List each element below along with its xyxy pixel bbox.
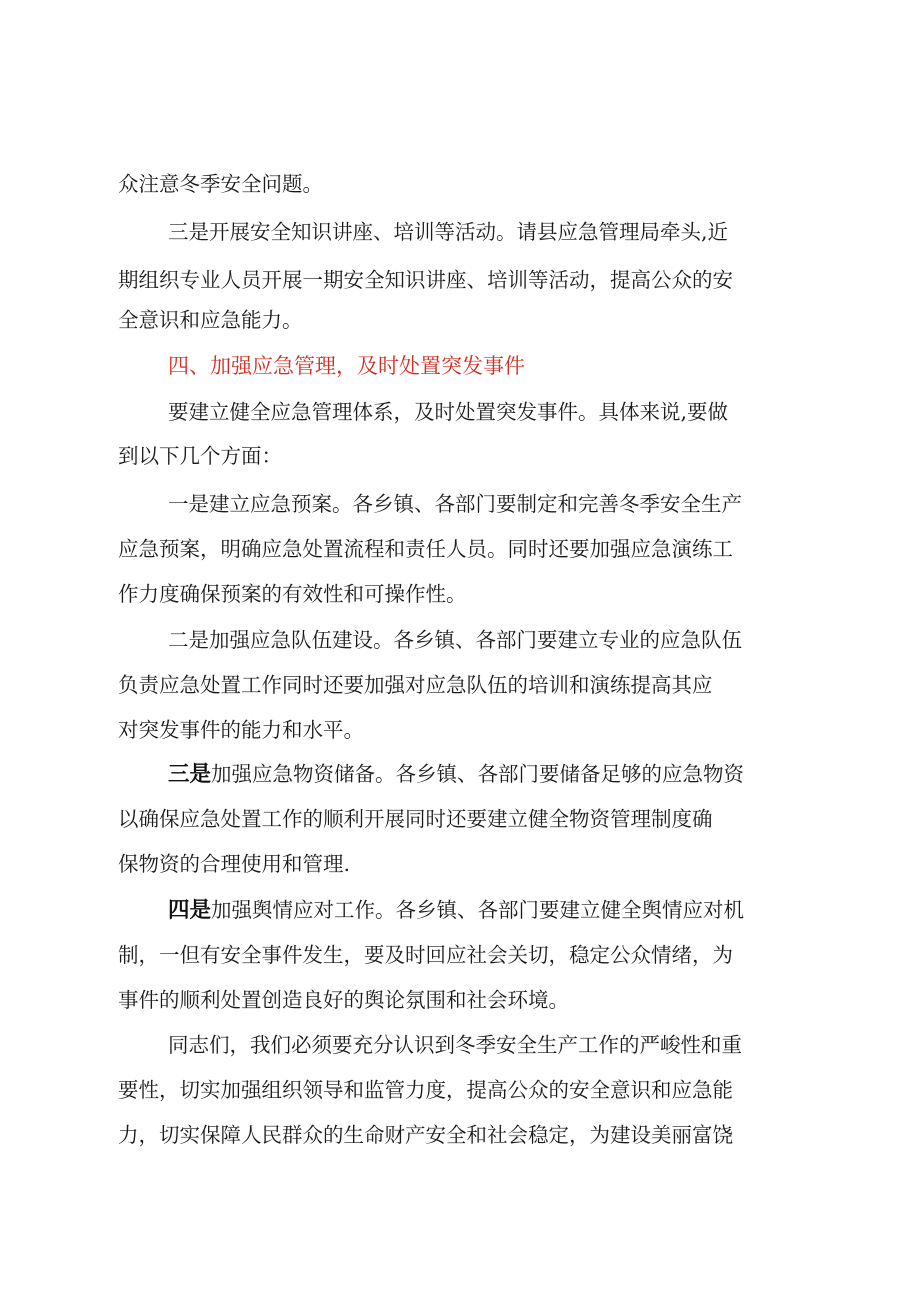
- paragraph-line: 同志们，我们必须要充分认识到冬季安全生产工作的严峻性和重: [168, 1033, 742, 1057]
- paragraph-line: 应急预案，明确应急处置流程和责任人员。同时还要加强应急演练工: [118, 537, 733, 561]
- paragraph-line: 要建立健全应急管理体系，及时处置突发事件。具体来说,要做: [168, 400, 729, 424]
- paragraph-line: 全意识和应急能力。: [118, 308, 303, 332]
- paragraph-line: 要性，切实加强组织领导和监管力度，提高公众的安全意识和应急能: [118, 1078, 733, 1102]
- paragraph-line: 事件的顺利处置创造良好的舆论氛围和社会环境。: [118, 988, 569, 1012]
- paragraph-line: [168, 890, 818, 930]
- item-text: 加强舆情应对工作。各乡镇、各部门要建立健全舆情应对机: [211, 898, 745, 922]
- paragraph-line: 三是开展安全知识讲座、培训等活动。请县应急管理局牵头,近: [168, 220, 729, 244]
- paragraph-line: 一是建立应急预案。各乡镇、各部门要制定和完善冬季安全生产: [168, 492, 742, 516]
- paragraph-line: 对突发事件的能力和水平。: [118, 718, 364, 742]
- paragraph-line: 以确保应急处置工作的顺利开展同时还要建立健全物资管理制度确: [118, 807, 713, 831]
- paragraph-line: 保物资的合理使用和管理.: [118, 852, 351, 876]
- paragraph-line: 众注意冬季安全问题。: [118, 172, 323, 196]
- paragraph-line: 负责应急处置工作同时还要加强对应急队伍的培训和演练提高其应: [118, 673, 713, 697]
- paragraph-line: 制，一但有安全事件发生，要及时回应社会关切，稳定公众情绪，为: [118, 943, 733, 967]
- section-heading: 四、加强应急管理，及时处置突发事件: [168, 354, 525, 378]
- paragraph-line: 期组织专业人员开展一期安全知识讲座、培训等活动，提高公众的安: [118, 268, 733, 292]
- item-lead: 三是: [168, 762, 212, 787]
- item-text: 加强应急物资储备。各乡镇、各部门要储备足够的应急物资: [211, 762, 745, 786]
- paragraph-line: 力，切实保障人民群众的生命财产安全和社会稳定，为建设美丽富饶: [118, 1123, 733, 1147]
- paragraph-line: [168, 754, 818, 794]
- item-lead: 四是: [168, 898, 212, 923]
- paragraph-line: 到以下几个方面：: [118, 444, 282, 468]
- paragraph-line: 二是加强应急队伍建设。各乡镇、各部门要建立专业的应急队伍: [168, 628, 742, 652]
- paragraph-line: 作力度确保预案的有效性和可操作性。: [118, 582, 467, 606]
